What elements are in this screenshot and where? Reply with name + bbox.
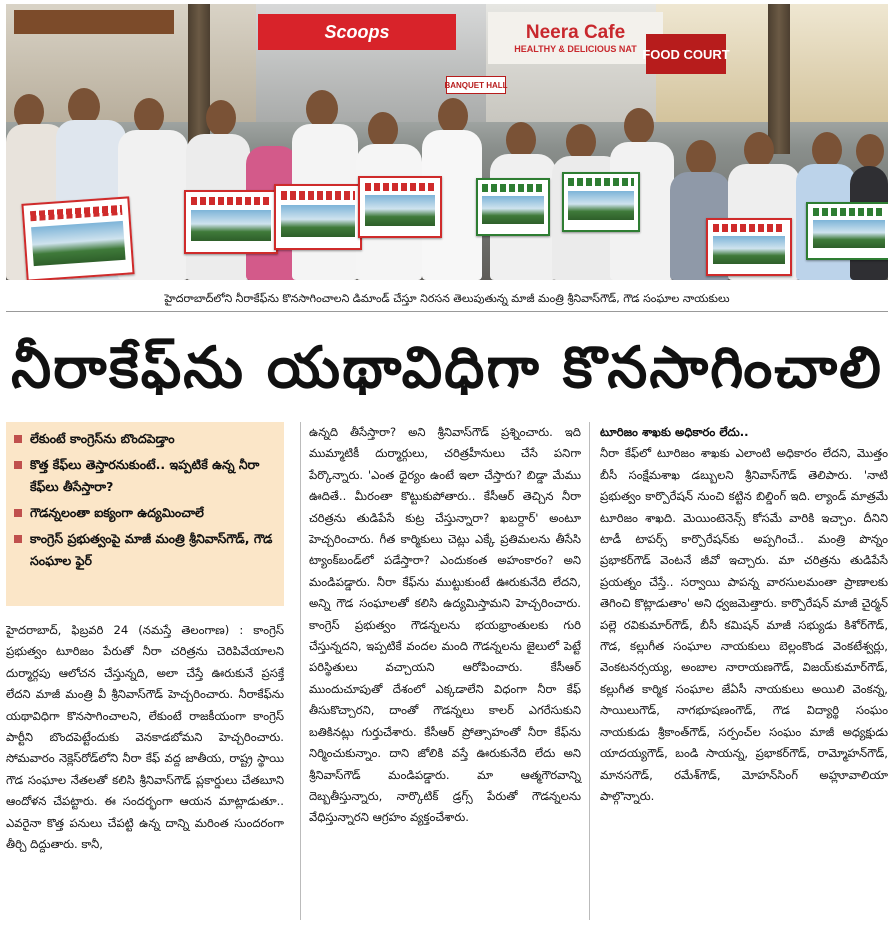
- highlight-text: లేకుంటే కాంగ్రెస్‌ను బొందపెడ్తాం: [30, 431, 175, 446]
- protester-head: [134, 98, 164, 134]
- protester-head: [368, 112, 398, 148]
- article-subheading: టూరిజం శాఖకు అధికారం లేదు..: [600, 425, 749, 439]
- photo-caption: హైదరాబాద్‌లోని నీరాకేఫ్‌ను కొనసాగించాలని డిమాండ్ చేస్తూ నిరసన తెలుపుతున్న మాజీ మంత్రి శ్రీనివాస్‌గౌడ్, గౌడ సంఘాల నాయకులు: [6, 287, 888, 312]
- protest-placard: [358, 176, 442, 238]
- photo-crowd: [6, 84, 888, 280]
- protester-head: [438, 98, 468, 134]
- bullet-icon: [14, 435, 22, 443]
- photo-sign-neera-cafe: [488, 12, 663, 64]
- protester-head: [856, 134, 884, 168]
- highlights-box: [6, 422, 284, 606]
- highlight-text: గౌడన్నలంతా ఐక్యంగా ఉద్యమించాలే: [30, 505, 204, 520]
- photo-sign-neera-title: Neera Cafe: [525, 22, 626, 43]
- photo-sign-scoops: Scoops: [258, 14, 456, 50]
- article-column-2: [300, 422, 590, 920]
- protester-head: [206, 100, 236, 136]
- news-photo: [6, 4, 888, 280]
- protest-placard: [21, 196, 134, 280]
- photo-sign-food-court: FOOD COURT: [646, 34, 726, 74]
- highlight-text: కాంగ్రెస్ ప్రభుత్వంపై మాజీ మంత్రి శ్రీనివాస్‌గౌడ్, గౌడ సంఘాల ఫైర్: [30, 531, 273, 568]
- bullet-icon: [14, 461, 22, 469]
- protester-head: [306, 90, 338, 128]
- highlight-item: [14, 428, 278, 450]
- protester-head: [506, 122, 536, 158]
- protester-head: [744, 132, 774, 168]
- protest-placard: [562, 172, 640, 232]
- highlight-item: [14, 454, 278, 498]
- highlight-item: [14, 528, 278, 572]
- protest-placard: [806, 202, 888, 260]
- bullet-icon: [14, 535, 22, 543]
- bullet-icon: [14, 509, 22, 517]
- highlight-item: [14, 502, 278, 524]
- protester-head: [624, 108, 654, 144]
- article-paragraph: హైదరాబాద్, ఫిబ్రవరి 24 (నమస్తే తెలంగాణ) : కాంగ్రెస్ ప్రభుత్వం టూరిజం పేరుతో నీరా చరిత్రను చెరిపివేయాలని దుర్మార్గపు ఆలోచన చేస్తున్నది, అలా చేస్తే ఊరుకునే ప్రసక్తే లేదని మాజీ మంత్రి వీ శ్రీనివాస్‌గౌడ్ హెచ్చరించారు. నీరాకేఫ్‌ను యథావిధిగా కొనసాగించాలని, లేకుంటే రాజకీయంగా కాంగ్రెస్ పార్టీని బొందపెట్టేందుకు వెనకాడబోమని హెచ్చరించారు. సోమవారం నెక్లెస్‌రోడ్‌లోని నీరా కేఫ్ వద్ద జాతీయ, రాష్ట్ర స్థాయి గౌడ సంఘాల నేతలతో కలిసి శ్రీనివాస్‌గౌడ్ ప్లకార్డులు చేతబూని ఆందోళన చేపట్టారు. ఈ సందర్భంగా ఆయన మాట్లాడుతూ.. ఎవరైనా కొత్త పనులు చేపట్టి ఉన్న దాన్ని మరింత సుందరంగా తీర్చి దిద్దుతారు. కానీ,: [6, 623, 284, 852]
- protest-placard: [274, 184, 362, 250]
- article-paragraph: నీరా కేఫ్‌లో టూరిజం శాఖకు ఎలాంటి అధికారం లేదని, మొత్తం బీసీ సంక్షేమశాఖ డబ్బులని శ్రీనివాస్‌గౌడ్ తెలిపారు. 'నాటి ప్రభుత్వం కార్పొరేషన్ నుంచి కట్టిన బిల్డింగ్ ఇది. ల్యాండ్ మాత్రమే టూరిజం శాఖది. మెయింటెనెన్స్ కోసమే వారికి ఇచ్చాం. దీనిని టాడీ టాపర్స్ కార్పొరేషన్‌కు అప్పగించే.. మంత్రి పొన్నం ప్రభాకర్‌గౌడ్ వెంటనే జీవో ఇచ్చారు. మా చరిత్రను తుడిపేసే ప్రయత్నం చేస్తే.. సర్వాయి పాపన్న వారసులమంతా ప్రాణాలకు తెగించి కొట్లాడుతాం' అని ధ్వజమెత్తారు. కార్పొరేషన్ మాజీ చైర్మన్ పల్లె రవికుమార్‌గౌడ్, బీసీ కమిషన్ మాజీ సభ్యుడు కిశోర్‌గౌడ్, గౌడ, కల్లుగీత సంఘాల నాయకులు బెల్లంకొండ వెంకటేశ్వర్లు, వెంకటనర్సయ్య, అంబాల నారాయణగౌడ్, విజయ్‌కుమార్‌గౌడ్, కల్లుగీత కార్మిక సంఘాల జేఏసీ నాయకులు అయిలి వెంకన్న, సాయిలుగౌడ్, నాగభూషణంగౌడ్, గౌడ విద్యార్థి సంఘం నాయకుడు శ్రీకాంత్‌గౌడ్, సర్పంచ్‌ల సంఘం మాజీ అధ్యక్షుడు యాదయ్యగౌడ్, బండి సాయన్న, ప్రభాకర్‌గౌడ్, రామ్మోహన్‌గౌడ్, మానసగౌడ్, రమేశ్‌గౌడ్, మోహన్‌సింగ్ అహ్లూవాలియా పాల్గొన్నారు.: [600, 446, 888, 803]
- photo-sign-banquet-hall: BANQUET HALL: [446, 76, 506, 94]
- protester-head: [686, 140, 716, 176]
- protest-placard: [184, 190, 278, 254]
- article-column-1: [6, 620, 284, 920]
- article-paragraph: ఉన్నది తీసేస్తారా? అని శ్రీనివాస్‌గౌడ్ ప్రశ్నించారు. ఇది ముమ్మాటికీ దుర్మార్గులు, చరిత్రహీనులు చేసే పనిగా పేర్కొన్నారు. 'ఎంత ధైర్యం ఉంటే ఇలా చేస్తారు? బిడ్డా మేము ఊదితే.. మీరంతా కొట్టుకుపోతారు.. కేసీఆర్ తెచ్చిన నీరా చరిత్రను తుడిపేసే కుట్ర చేస్తున్నారా? ఖబర్దార్' అంటూ హెచ్చరించారు. గీత కార్మికులు చెట్లు ఎక్కే ప్రతిమలను తీసేసి ట్యాంక్‌బండ్‌లో పడేస్తారా? ఎందుకంత అహంకారం? అని మండిపడ్డారు. నీరా కేఫ్‌ను ముట్టుకుంటే ఊరుకునేది లేదని, అన్ని గౌడ సంఘాలతో కలిసి ఉద్యమిస్తామని హెచ్చరించారు. కాంగ్రెస్ ప్రభుత్వం గౌడన్నలను భయభ్రాంతులకు గురి చేస్తున్నదని, ఇప్పటికే వందల మంది గౌడన్నలను జైలులో పెట్టే పరిస్థితులు వచ్చాయని ఆరోపించారు. కేసీఆర్ ముందుచూపుతో దేశంలో ఎక్కడాలేని విధంగా నీరా కేఫ్ తీసుకొచ్చారని, దాంతో గౌడన్నలు కాలర్ ఎగరేసుకుని బతికినట్లు గుర్తుచేశారు. కేసీఆర్ ప్రోత్సాహంతో నీరా కేఫ్‌ను నిర్మించుకున్నాం. దాని జోలికి వస్తే ఊరుకునేది లేదు అని శ్రీనివాస్‌గౌడ్ మండిపడ్డారు. మా ఆత్మగౌరవాన్ని దెబ్బతీస్తున్నారు, నార్కొటిక్ డ్రగ్స్ పేరుతో గౌడన్నలను వేధిస్తున్నారని ఆగ్రహం వ్యక్తంచేశారు.: [309, 425, 581, 825]
- article-column-3: [600, 422, 888, 920]
- highlight-text: కొత్త కేఫ్‌లు తెస్తారనుకుంటే.. ఇప్పటికే ఉన్న నీరా కేఫ్‌లు తీసేస్తారా?: [30, 457, 260, 494]
- protest-placard: [476, 178, 550, 236]
- protester-head: [812, 132, 842, 168]
- headline: నీరాకేఫ్‌ను యథావిధిగా కొనసాగించాలి: [11, 335, 883, 401]
- protester-head: [566, 124, 596, 160]
- photo-menu-board: [14, 10, 174, 34]
- photo-sign-neera-tagline: HEALTHY & DELICIOUS NAT: [514, 44, 637, 54]
- protest-placard: [706, 218, 792, 276]
